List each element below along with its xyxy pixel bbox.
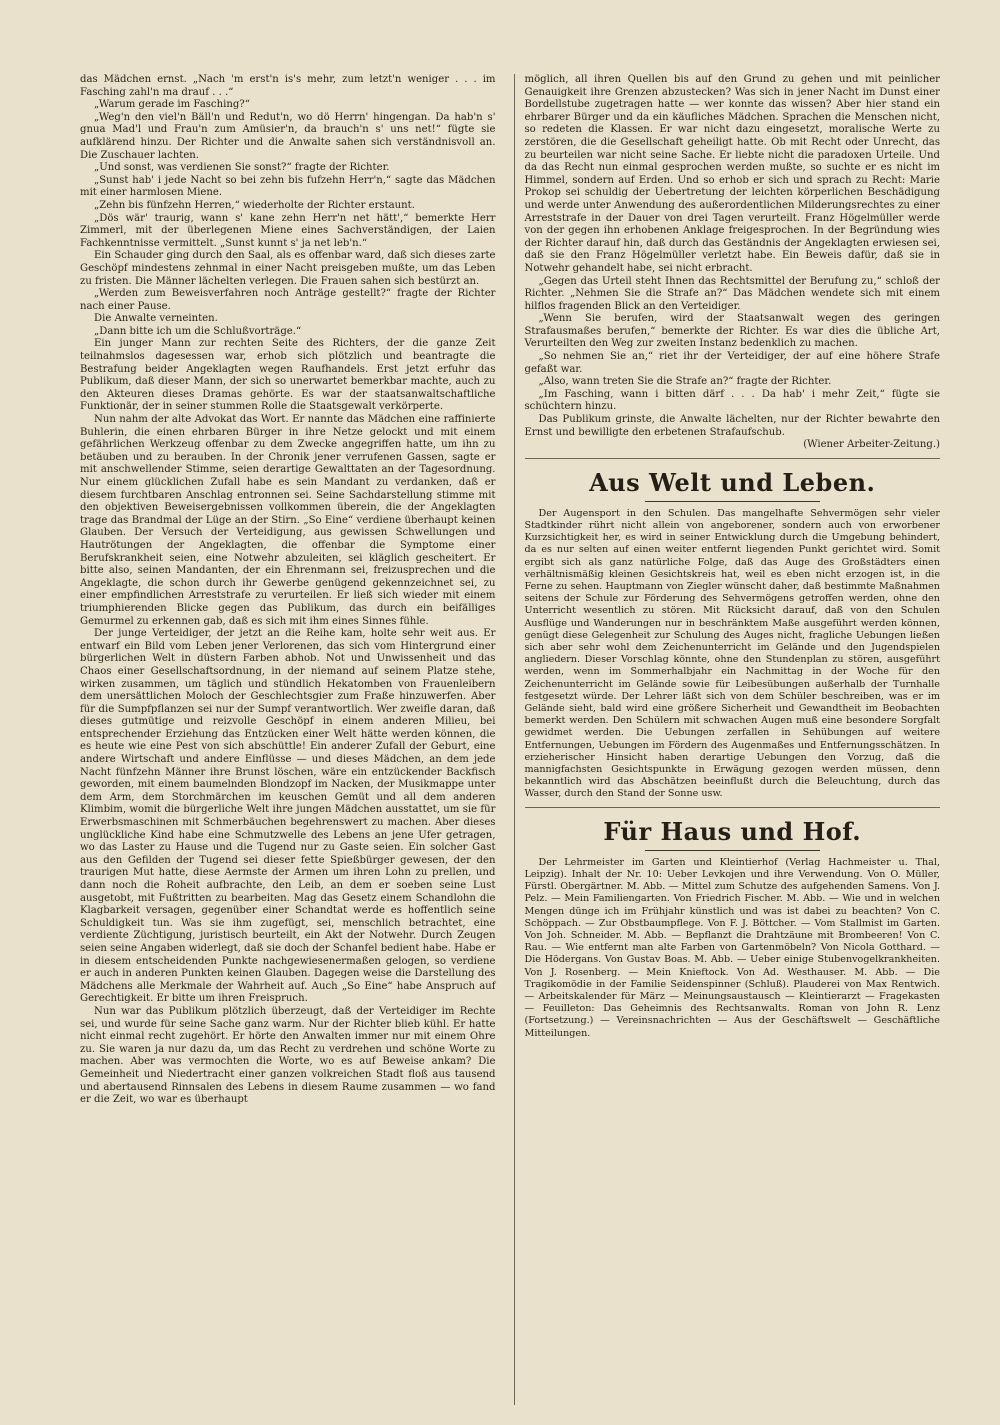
paragraph: Nun nahm der alte Advokat das Wort. Er nannte das Mädchen eine raffinierte Buhlerin, die einen ehrbaren Bürger in ihre Netze gelockt und mit einem gefährlichen Werkzeug offenbar zu dem Zwecke angegriffen hatte, um ihn zu betäuben und zu berauben. In der Chronik jener verrufenen Gassen, sagte er mit anschwellender Stimme, seien derartige Gewalttaten an der Tagesordnung. Nur einem glücklichen Zufall habe es sein Mandant zu verdanken, daß er diesem furchtbaren Anschlag entronnen sei. Seine Sachdarstellung stimme mit den objektiven Beweisergebnissen vollkommen überein, die der Angeklagten trage das Brandmal der Lüge an der Stirn. „So Eine“ verdiene überhaupt keinen Glauben. Der Versuch der Verteidigung, aus gewissen Schwellungen und Hautrötungen der Angeklagten, die offenbar die Symptome einer Berufskrankheit seien, eine Notwehr abzuleiten, sei kläglich gescheitert. Er bitte also, seinen Mandanten, der ein Ehrenmann sei, freizusprechen und die Angeklagte, die schon durch ihr Gewerbe genügend gekennzeichnet sei, zu einer empfindlichen Arreststrafe zu verurteilen. Er ließ sich wieder mit einem triumphierenden Blicke gegen das Publikum, das durch ein beifälliges Gemurmel zu erkennen gab, daß es sich mit ihm eines Sinnes fühle. [80,414,496,627]
paragraph: Ein Schauder ging durch den Saal, als es offenbar ward, daß sich dieses zarte Geschöpf mindestens zehnmal in einer Nacht preisgeben mußte, um das Leben zu fristen. Die Männer lächelten verlegen. Die Frauen sahen sich bestürzt an. [80,250,496,287]
paragraph: Die Anwalte verneinten. [94,313,218,325]
left-column [80,74,500,1405]
heading-rule [645,850,821,851]
paragraph: „Gegen das Urteil steht Ihnen das Rechtsmittel der Berufung zu,“ schloß der Richter. „Nehmen Sie die Strafe an?“ Das Mädchen wendete sich mit einem hilflos fragenden Blick an den Verteidiger. [524,275,940,312]
paragraph: das Mädchen ernst. „Nach 'm erst'n is's mehr, zum letzt'n weniger . . . im Fasching zahl'n ma drauf . . .“ [80,74,496,98]
paragraph: „Dann bitte ich um die Schlußvorträge.“ [94,325,302,337]
paragraph: „So nehmen Sie an,“ riet ihr der Verteidiger, der auf eine höhere Strafe gefaßt war. [524,351,940,375]
source-attribution: (Wiener Arbeiter-Zeitung.) [803,439,940,451]
paragraph: „Zehn bis fünfzehn Herren,“ wiederholte der Richter erstaunt. [94,199,415,211]
paragraph: „Also, wann treten Sie die Strafe an?“ fragte der Richter. [538,376,832,388]
paragraph: Der junge Verteidiger, der jetzt an die Reihe kam, holte sehr weit aus. Er entwarf ein Bild vom Leben jener Verlorenen, das sich vom Hintergrund einer bürgerlichen Welt in düstern Farben abhob. Not und Unwissenheit und das Chaos einer Gesellschaftsordnung, in der niemand auf seinem Platze stehe, wirken zusammen, um täglich und stündlich Hekatomben von Frauenleibern dem unersättlichen Moloch der Geschlechtsgier zum Fraße hinzuwerfen. Aber für die Sumpfpflanzen sei nur der Sumpf verantwortlich. Wer zweifle daran, daß dieses gutmütige und reizvolle Geschöpf in einem anderen Milieu, bei entsprechender Erziehung das Entzücken einer Welt hätte werden können, die es heute wie eine Pest von sich abschüttle! Ein anderer Zufall der Geburt, eine andere Wirtschaft und andere Einflüsse — und dieses Mädchen, an dem jede Nacht fünfzehn Männer ihre Brunst löschen, wäre ein entzückender Backfisch geworden, mit einem baumelnden Blondzopf im Nacken, der Musikmappe unter dem Arm, dem Storchmärchen im keuschen Gemüt und all dem anderen Klimbim, womit die bürgerliche Welt ihre jungen Mädchen ausstattet, um sie für Erwerbsmaschinen mit Schmerbäuchen begehrenswert zu machen. Aber dieses unglückliche Kind habe eine Schmutzwelle des Lebens an jene Ufer getragen, wo das Laster zu Hause und die Tugend nur zu Gaste seien. Ein solcher Gast aus den Gefilden der Tugend sei dieser fette Spießbürger gewesen, der den traurigen Mut hatte, diese Aermste der Armen um ihren Lohn zu prellen, und dann noch die Roheit aufbrachte, den Leib, an dem er soeben seine Lust ausgetobt, mit Fußtritten zu bearbeiten. Mag das Gesetz einem Schandlohn die Klagbarkeit versagen, gegenüber einer Schandtat werde es hoffentlich seine Schuldigkeit tun. Was sie ihm zugefügt, sei, menschlich betrachtet, eine verdiente Züchtigung, juristisch beurteilt, ein Akt der Notwehr. Durch Zeugen seien seine Angaben widerlegt, daß sie doch der Schanfel bedient habe. Habe er in diesem entscheidenden Punkte nachgewiesenermaßen gelogen, so verdiene er auch in anderen Punkten keinen Glauben. Dagegen weise die Darstellung des Mädchens alle Merkmale der Wahrheit auf. Auch „So Eine“ habe Anspruch auf Gerechtigkeit. Er bitte um ihren Freispruch. [80,628,496,1005]
section-divider [525,807,941,808]
right-column [514,74,941,1405]
paragraph: Das Publikum grinste, die Anwalte lächelten, nur der Richter bewahrte den Ernst und bewilligte den erbetenen Strafaufschub. [524,414,940,438]
paragraph: „Sunst hab' i jede Nacht so bei zehn bis fufzehn Herr'n,“ sagte das Mädchen mit einer harmlosen Miene. [80,174,496,199]
paragraph: möglich, all ihren Quellen bis auf den Grund zu gehen und mit peinlicher Genauigkeit ihre Grenzen abzustecken? Was sich in jener Nacht im Dunst einer Bordellstube zugetragen hatte — wer konnte das wissen? Aber hier stand ein ehrbarer Bürger und da ein käufliches Mädchen. Sprachen die Menschen nicht, so redeten die Klassen. Er war nicht dazu eingesetzt, moralische Werte zu zerstören, die die Gesellschaft geheiligt hatte. Ob mit Recht oder Unrecht, das zu beurteilen war nicht seine Sache. Er liebte nicht die paradoxen Urteile. Und da das Recht nun einmal gesprochen werden mußte, so suchte er es nicht im Himmel, sondern auf Erden. Und so erhob er sich und sprach zu Recht: Marie Prokop sei schuldig der Uebertretung der leichten körperlichen Beschädigung und werde unter Anwendung des außerordentlichen Milderungsrechtes zu einer Arreststrafe in der Dauer von drei Tagen verurteilt. Franz Högelmüller werde von der gegen ihn erhobenen Anklage freigesprochen. In der Begründung wies der Richter darauf hin, daß durch das Geständnis der Angeklagten erwiesen sei, daß sie den Franz Högelmüller verletzt habe. Ein Beweis dafür, daß sie in Notwehr gehandelt habe, sei nicht erbracht. [524,74,940,274]
paragraph: Der Lehrmeister im Garten und Kleintierhof (Verlag Hachmeister u. Thal, Leipzig). Inhalt der Nr. 10: Ueber Levkojen und ihre Verwendung. Von O. Müller, Fürstl. Obergärtner. M. Abb. — Mittel zum Schutze des aufgehenden Samens. Von J. Pelz. — Mein Familiengarten. Von Friedrich Fischer. M. Abb. — Wie und in welchen Mengen dünge ich im Frühjahr künstlich und was ist dabei zu beachten? Von C. Schöppach. — Zur Obstbaumpflege. Von F. J. Böttcher. — Vom Stallmist im Garten. Von Joh. Schneider. M. Abb. — Bepflanzt die Drahtzäune mit Brombeeren! Von C. Rau. — Wie entfernt man alte Farben von Gartenmöbeln? Von Nicola Gotthard. — Die Hödergans. Von Gustav Boas. M. Abb. — Ueber einige Stubenvogelkrankheiten. Von J. Rosenberg. — Mein Knieftock. Von Ad. Westhauser. M. Abb. — Die Tragikomödie in der Familie Seidenspinner (Schluß). Plauderei von Max Rentwich. — Arbeitskalender für März — Meinungsaustausch — Kleintierarzt — Fragekasten — Feuilleton: Das Geheimnis des Rechtsanwalts. Roman von John R. Lenz (Fortsetzung.) — Vereinsnachrichten — Aus der Geschäftswelt — Geschäftliche Mitteilungen. [524,856,940,1039]
section-heading-haus-und-hof: Für Haus und Hof. [603,816,862,846]
paragraph: Ein junger Mann zur rechten Seite des Richters, der die ganze Zeit teilnahmslos dagesessen war, erhob sich plötzlich und beantragte die Bestrafung beider Angeklagten wegen Raufhandels. Erst jetzt erfuhr das Publikum, daß dieser Mann, der sich so unerwartet bemerkbar machte, auch zu den Akteuren dieses Dramas gehörte. Es war der staatsanwaltschaftliche Funktionär, der in seiner stummen Rolle die Staatsgewalt verkörperte. [80,338,496,413]
paragraph: „Und sonst, was verdienen Sie sonst?“ fragte der Richter. [94,162,390,174]
heading-rule [645,501,821,502]
paragraph: „Werden zum Beweisverfahren noch Anträge gestellt?“ fragte der Richter nach einer Pause. [80,288,496,312]
section-heading-welt-und-leben: Aus Welt und Leben. [589,467,876,497]
paragraph: Nun war das Publikum plötzlich überzeugt, daß der Verteidiger im Rechte sei, und wurde für seine Sache ganz warm. Nur der Richter blieb kühl. Er hatte nicht einmal recht zugehört. Er hörte den Anwalten immer nur mit einem Ohre zu. Sie waren ja nur dazu da, um das Recht zu verdrehen und schöne Worte zu machen. Aber was vermochten die Worte, wo es auf Beweise ankam? Die Gemeinheit und Niedertracht einer ganzen volkreichen Stadt floß aus tausend und abertausend Rinnsalen des Lebens in diesem Raume zusammen — wo fand er die Zeit, wo war es überhaupt [80,1005,496,1106]
paragraph: „Weg'n den viel'n Bäll'n und Redut'n, wo dö Herrn' hingengan. Da hab'n s' gnua Mad'l und Frau'n zum Amüsier'n, da brauch'n s' uns net!“ fügte sie aufklärend hinzu. Der Richter und die Anwalte sahen sich verständnisvoll an. Die Zuschauer lachten. [80,111,496,161]
paragraph: „Im Fasching, wann i bitten därf . . . Da hab' i mehr Zeit,“ fügte sie schüchtern hinzu. [524,388,940,413]
paragraph: „Warum gerade im Fasching?“ [94,99,250,111]
paragraph: „Dös wär' traurig, wann s' kane zehn Herr'n net hätt',“ bemerkte Herr Zimmerl, mit der überlegenen Miene eines Sachverständigen, der Laien Fachkenntnisse vermittelt. „Sunst kunnt s' ja net leb'n.“ [80,212,496,249]
paragraph: „Wenn Sie berufen, wird der Staatsanwalt wegen des geringen Strafausmaßes berufen,“ bemerkte der Richter. Es war dies die übliche Art, Verurteilten den Weg zur zweiten Instanz bedenklich zu machen. [524,313,940,350]
section-divider [525,458,941,459]
paragraph: Der Augensport in den Schulen. Das mangelhafte Sehvermögen sehr vieler Stadtkinder rührt nicht allein von angeborener, sondern auch von erworbener Kurzsichtigkeit her, es wird in seiner Entwicklung durch die Umgebung behindert, da es nur selten auf einen weiter entfernt liegenden Punkt gerichtet wird. Somit ergibt sich als ganz natürliche Folge, daß das Auge des Großstädters einen verhältnismäßig kleinen Gesichtskreis hat, weil es eben nicht erzogen ist, in die Ferne zu sehen. Hauptmann von Ziegler wünscht daher, daß bestimmte Maßnahmen seitens der Schule zur Förderung des Sehvermögens getroffen werden, ohne den Unterricht wesentlich zu stören. Mit Rücksicht darauf, daß von den Schulen Ausflüge und Wanderungen nur in beschränktem Maße ausgeführt werden können, genügt diese Gelegenheit zur Schulung des Auges nicht, fragliche Uebungen ließen sich aber sehr wohl dem Zeichenunterricht im Gelände und den Jugendspielen angliedern. Dieser Vorschlag könnte, ohne den Stundenplan zu stören, ausgeführt werden, wenn im Sommerhalbjahr ein Nachmittag in der Woche für den Zeichenunterricht im Gelände sowie für Leibesübungen außerhalb der Turnhalle festgesetzt würde. Der Lehrer läßt sich von dem Schüler beschreiben, was er im Gelände sieht, bald wird eine größere Sicherheit und Gewandtheit im Beobachten bemerkt werden. Den Schülern mit schwachen Augen muß eine besondere Sorgfalt gewidmet werden. Die Uebungen zerfallen in Sehübungen auf weitere Entfernungen, Uebungen im Fördern des Augenmaßes und Entfernungsschätzen. In erzieherischer Hinsicht haben derartige Uebungen den Vorzug, daß die mannigfachsten Gesichtspunkte in Erwägung gezogen werden müssen, denn bekanntlich wird das Abschätzen beeinflußt durch die Beleuchtung, durch das Wasser, durch den Stand der Sonne usw. [524,507,940,800]
